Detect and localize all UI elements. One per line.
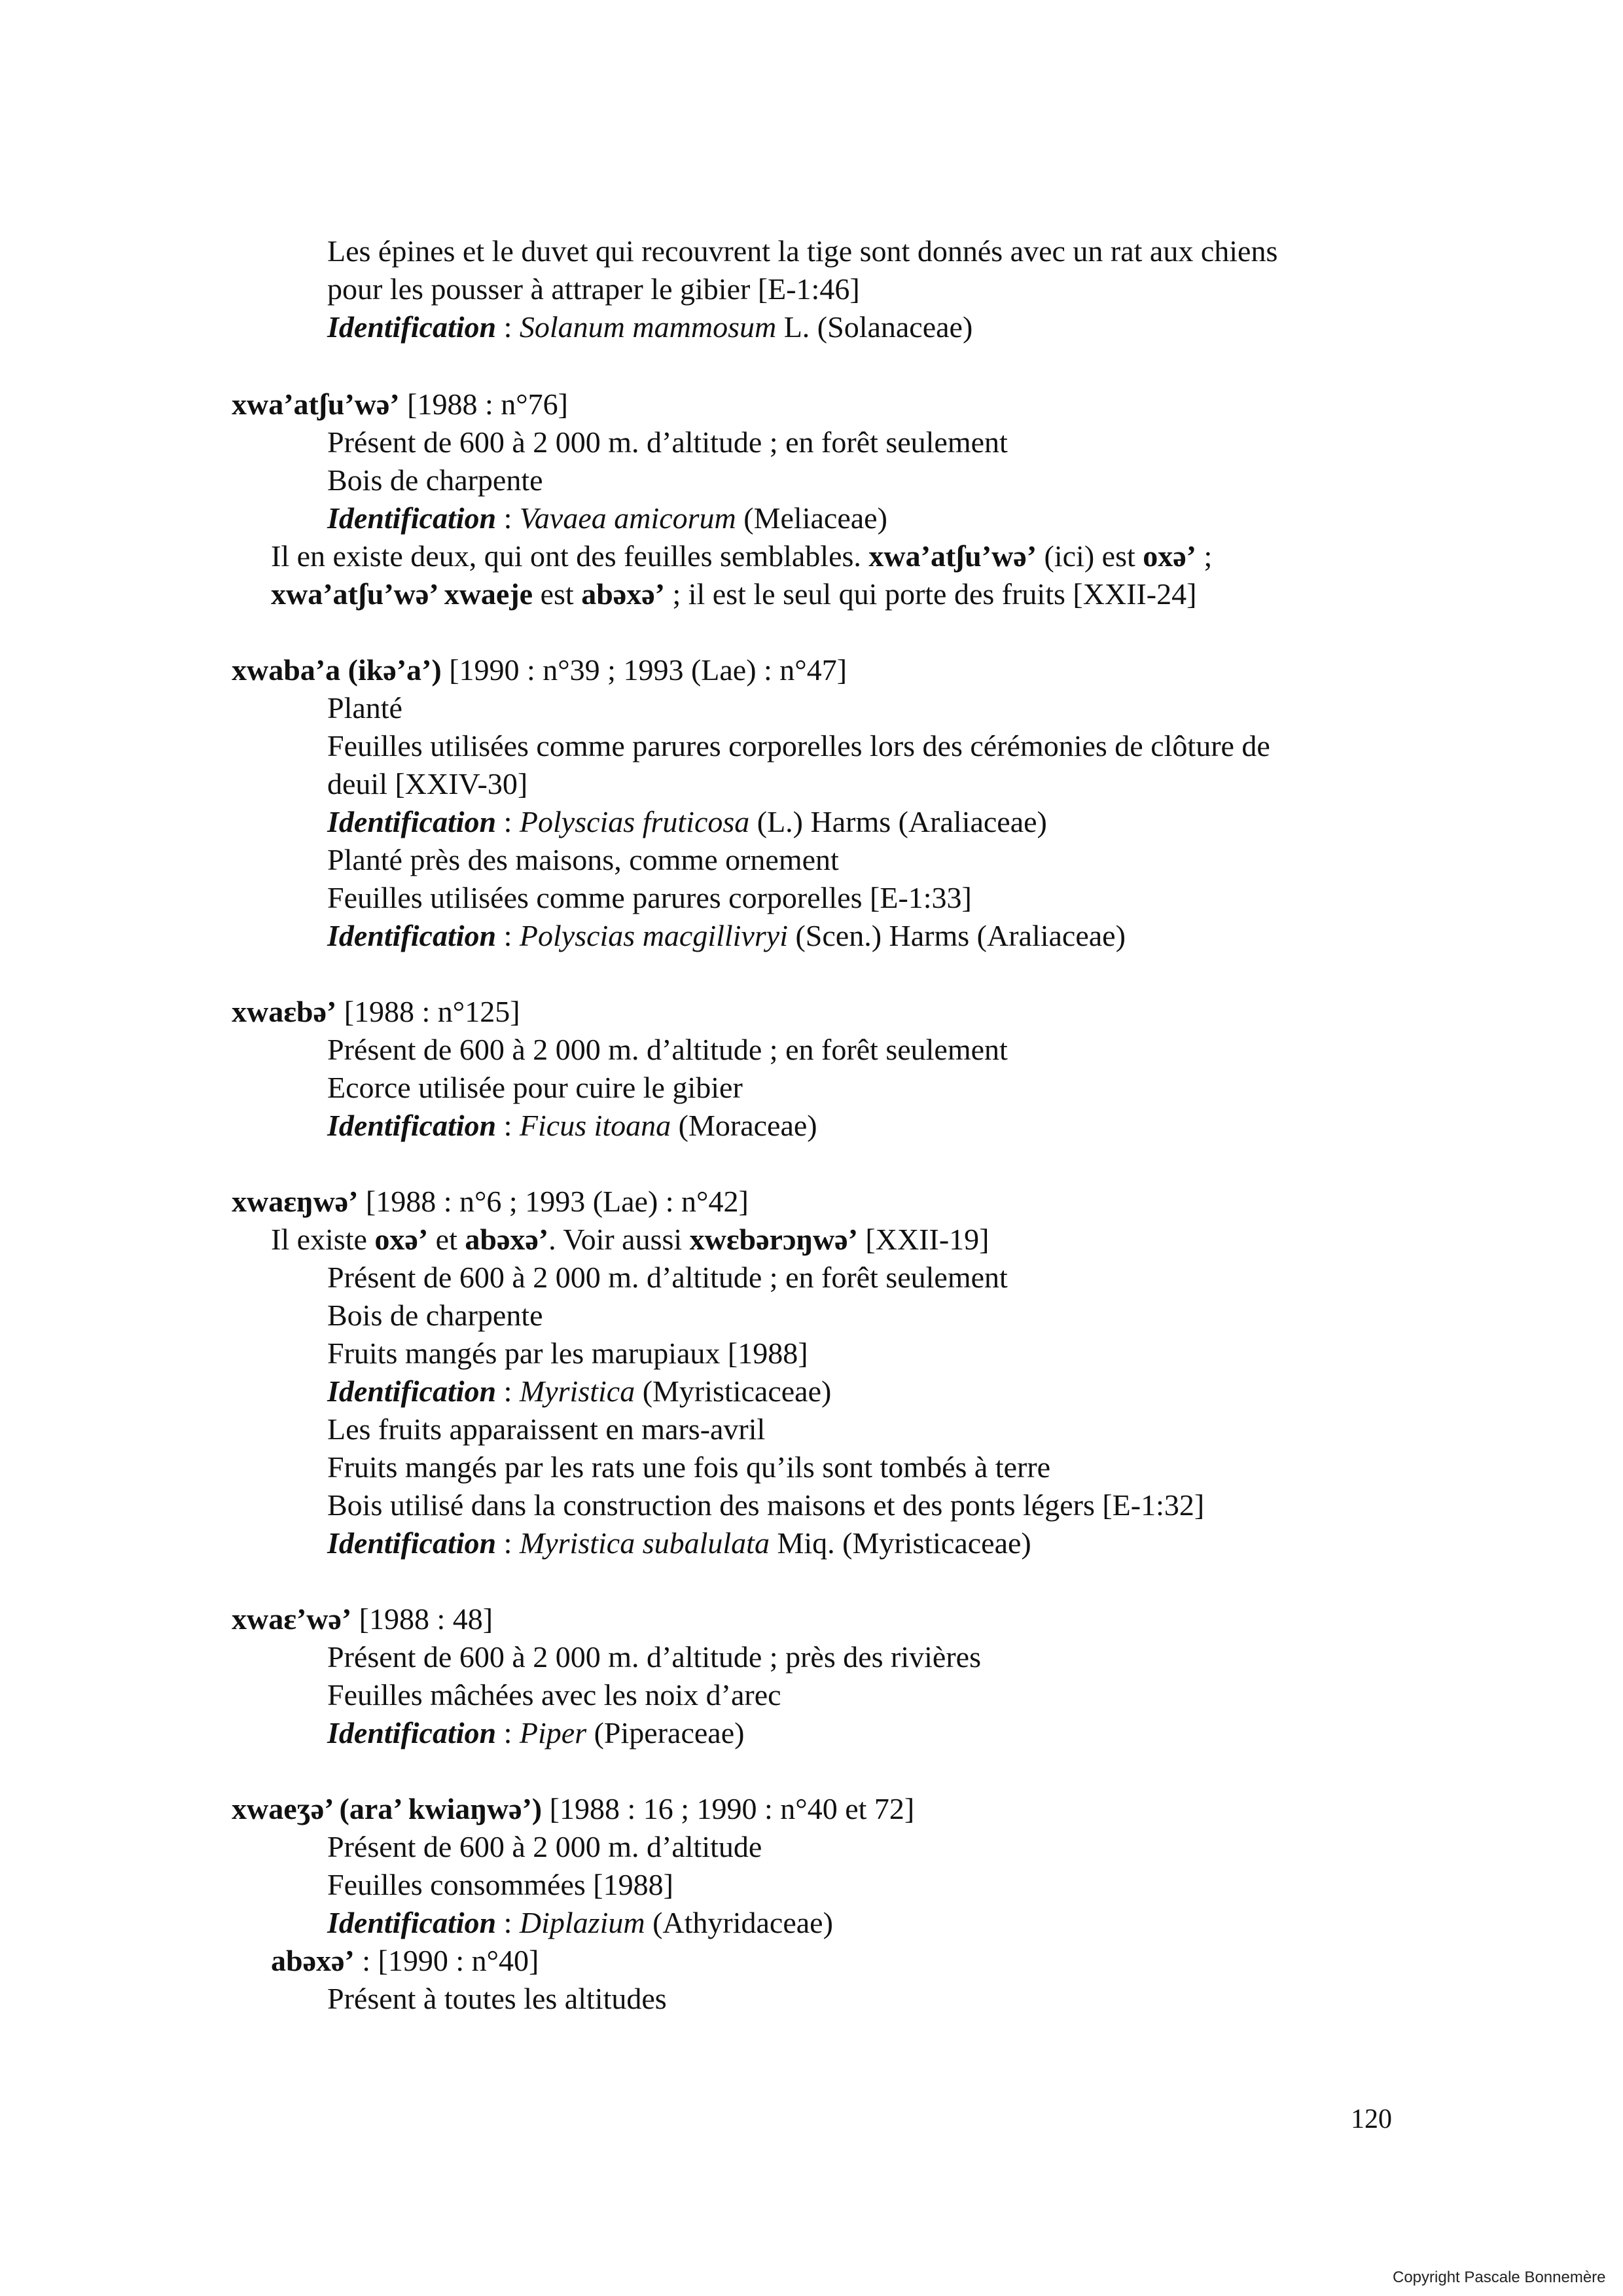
identification-line: Identification : Polyscias fruticosa (L.) Harms (Araliaceae) [327, 805, 1047, 838]
species-name: Diplazium [519, 1906, 645, 1939]
headword: xwaɛ’wə’ [232, 1602, 352, 1636]
entry-line: Bois de charpente [327, 1299, 543, 1332]
species-name: Vavaea amicorum [519, 501, 736, 535]
identification-line: Identification : Vavaea amicorum (Meliaceae) [327, 501, 887, 535]
species-name: Ficus itoana [519, 1109, 671, 1142]
entry-ref: [1988 : n°6 ; 1993 (Lae) : n°42] [358, 1185, 749, 1218]
species-name: Polyscias macgillivryi [519, 919, 788, 952]
entry-line: Ecorce utilisée pour cuire le gibier [327, 1071, 743, 1104]
copyright-notice: Copyright Pascale Bonnemère [1393, 2269, 1606, 2286]
identification-line: Identification : Polyscias macgillivryi (Scen.) Harms (Araliaceae) [327, 919, 1126, 952]
entry-line: Feuilles mâchées avec les noix d’arec [327, 1678, 781, 1712]
entry-line: deuil [XXIV-30] [327, 767, 528, 800]
entry-heading [232, 386, 568, 423]
entry-line: Feuilles utilisées comme parures corporelles lors des cérémonies de clôture de [327, 729, 1270, 762]
identification-label: Identification [327, 1906, 497, 1939]
entry-line: Bois utilisé dans la construction des maisons et des ponts légers [E-1:32] [327, 1488, 1205, 1522]
entry-line: Planté [327, 691, 402, 725]
entry-line: Les fruits apparaissent en mars-avril [327, 1412, 766, 1446]
entry-heading [232, 651, 847, 689]
identification-line: Identification : Myristica (Myristicaceae) [327, 1374, 832, 1408]
entry-ref: [1988 : n°76] [399, 387, 568, 421]
entry-ref: [1988 : n°125] [336, 995, 520, 1028]
headword: xwa’atʃu’wə’ [232, 387, 400, 421]
entry-ref: [1990 : n°39 ; 1993 (Lae) : n°47] [441, 653, 847, 687]
entry-line: Feuilles utilisées comme parures corporelles [E-1:33] [327, 881, 972, 914]
page-number: 120 [1351, 2104, 1392, 2134]
identification-label: Identification [327, 1716, 497, 1749]
sub-headword: abəxə’ [271, 1944, 355, 1977]
entry-note: Il en existe deux, qui ont des feuilles semblables. xwa’atʃu’wə’ (ici) est oxə’ ; [271, 539, 1213, 573]
entry-heading [232, 1183, 749, 1221]
entry-line: Présent de 600 à 2 000 m. d’altitude ; en forêt seulement [327, 1033, 1008, 1066]
entry-line: Bois de charpente [327, 463, 543, 497]
identification-label: Identification [327, 310, 497, 344]
entry-heading [232, 1600, 493, 1638]
headword: xwaɛbə’ [232, 995, 337, 1028]
entry-ref: [1988 : 16 ; 1990 : n°40 et 72] [542, 1792, 915, 1825]
identification-line: Identification : Solanum mammosum L. (Solanaceae) [327, 310, 973, 344]
entry-line: Présent de 600 à 2 000 m. d’altitude [327, 1830, 762, 1863]
headword: xwaba’a (ikə’a’) [232, 653, 442, 687]
entry-line: Fruits mangés par les marupiaux [1988] [327, 1336, 808, 1370]
identification-label: Identification [327, 919, 497, 952]
entry-line: Présent de 600 à 2 000 m. d’altitude ; en forêt seulement [327, 1261, 1008, 1294]
identification-label: Identification [327, 805, 497, 838]
intro-line: pour les pousser à attraper le gibier [E-1:46] [327, 272, 860, 306]
entry-line: Fruits mangés par les rats une fois qu’ils sont tombés à terre [327, 1450, 1051, 1484]
identification-label: Identification [327, 1526, 497, 1560]
headword: xwaɛŋwə’ [232, 1185, 359, 1218]
entry-note: Il existe oxə’ et abəxə’. Voir aussi xwɛbərɔŋwə’ [XXII-19] [271, 1223, 990, 1256]
entry-heading [232, 993, 520, 1031]
identification-label: Identification [327, 501, 497, 535]
species-name: Polyscias fruticosa [519, 805, 750, 838]
entry-heading [232, 1790, 914, 1828]
entry-line: Planté près des maisons, comme ornement [327, 843, 839, 876]
identification-line: Identification : Piper (Piperaceae) [327, 1716, 745, 1749]
entry-line: Feuilles consommées [1988] [327, 1868, 673, 1901]
identification-line: Identification : Myristica subalulata Miq. (Myristicaceae) [327, 1526, 1031, 1560]
entry-ref: [1988 : 48] [351, 1602, 493, 1636]
species-name: Myristica [519, 1374, 635, 1408]
identification-label: Identification [327, 1109, 497, 1142]
entry-note: xwa’atʃu’wə’ xwaeje est abəxə’ ; il est le seul qui porte des fruits [XXII-24] [271, 577, 1197, 611]
entry-line: Présent de 600 à 2 000 m. d’altitude ; en forêt seulement [327, 425, 1008, 459]
species-name: Solanum mammosum [519, 310, 777, 344]
species-name: Piper [519, 1716, 587, 1749]
headword: xwaeʒə’ (ara’ kwiaŋwə’) [232, 1792, 543, 1825]
species-name: Myristica subalulata [519, 1526, 770, 1560]
identification-line: Identification : Diplazium (Athyridaceae) [327, 1906, 833, 1939]
intro-line: Les épines et le duvet qui recouvrent la tige sont donnés avec un rat aux chiens [327, 234, 1278, 268]
identification-line: Identification : Ficus itoana (Moraceae) [327, 1109, 817, 1142]
identification-label: Identification [327, 1374, 497, 1408]
entry-line: Présent de 600 à 2 000 m. d’altitude ; près des rivières [327, 1640, 981, 1674]
entry-line: Présent à toutes les altitudes [327, 1982, 667, 2015]
sub-entry-heading: abəxə’ : [1990 : n°40] [271, 1944, 539, 1977]
